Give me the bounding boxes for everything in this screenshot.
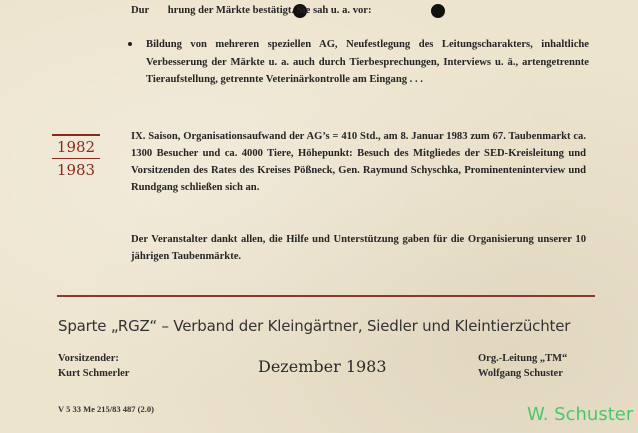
date-line: Dezember 1983 <box>258 357 387 376</box>
chairman-name: Kurt Schmerler <box>58 368 130 379</box>
year-rule-middle <box>52 158 100 160</box>
organization-line: Sparte „RGZ“ – Verband der Kleingärtner, Siedler und Kleintierzüchter <box>58 317 571 335</box>
bullet-dot-icon <box>128 42 132 46</box>
org-lead-role: Org.-Leitung „TM“ <box>478 353 568 364</box>
section-divider <box>57 295 595 297</box>
org-lead-name: Wolfgang Schuster <box>478 368 563 379</box>
bullet-item-text: Bildung von mehreren speziellen AG, Neufestlegung des Leitungscharakters, inhaltliche Verbesserung der Märkte u. a. auch durch Tierbesprechungen, Interviews u. ä., artengetrennte Tieraufstellung, getrennte Veterinärkontrolle am Eingang . . . <box>146 39 589 85</box>
year-range <box>52 133 100 180</box>
intro-paragraph: Dur hrung der Märkte bestätigt. Sie sah u. a. vor: <box>131 5 372 16</box>
watermark-text: W. Schuster <box>527 404 634 425</box>
chairman-block <box>58 351 129 381</box>
year-rule-top <box>52 134 100 136</box>
print-imprint: V 5 33 Me 215/83 487 (2.0) <box>58 404 154 414</box>
chairman-role: Vorsitzender: <box>58 353 119 364</box>
year-start: 1982 <box>56 137 96 156</box>
org-lead-block <box>478 351 567 381</box>
year-end: 1983 <box>56 161 96 179</box>
season-paragraph: IX. Saison, Organisationsaufwand der AG’s = 410 Std., am 8. Januar 1983 zum 67. Taubenmarkt ca. 1300 Besucher und ca. 4000 Tiere, Höhepunkt: Besuch des Mitgliedes der SED-Kreisleitung und Vorsitzenden des Rates des Kreises Pößneck, Gen. Raymund Schyschka, Prominenteninterview und Rundgang schließen sich an. <box>131 131 586 193</box>
thanks-paragraph: Der Veranstalter dankt allen, die Hilfe und Unterstützung gaben für die Organisierung unserer 10 jährigen Taubenmärkte. <box>131 234 586 262</box>
